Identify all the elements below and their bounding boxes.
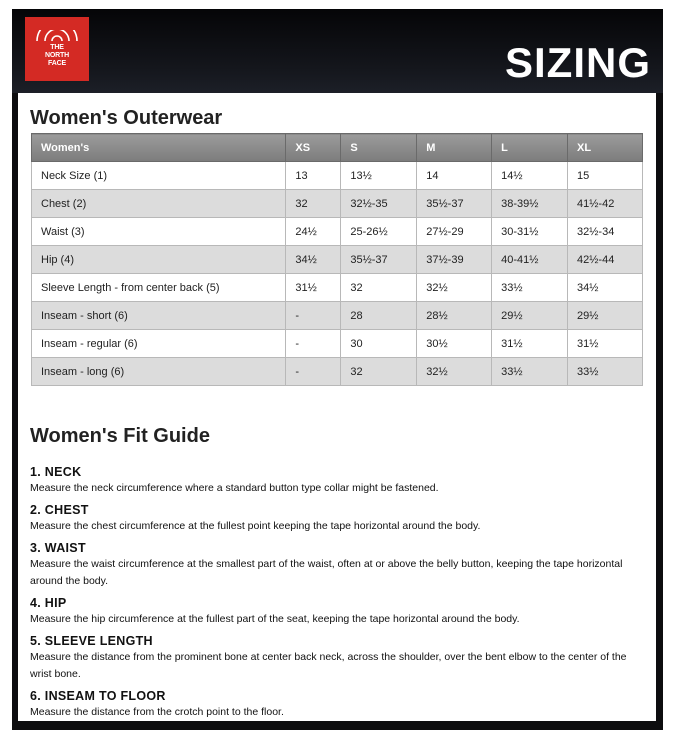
size-value: 31½ [286,274,341,302]
table-row [32,246,643,274]
size-value: 32½-35 [341,190,417,218]
fit-guide-title: Women's Fit Guide [30,425,210,447]
size-value: 25-26½ [341,218,417,246]
size-table [31,133,643,386]
size-value: 31½ [492,330,568,358]
size-value: 24½ [286,218,341,246]
size-value: 42½-44 [568,246,643,274]
table-row [32,274,643,302]
size-value: 32 [286,190,341,218]
measurement-label: Neck Size (1) [32,162,286,190]
column-header: S [341,134,417,162]
table-row [32,358,643,386]
column-header: XL [568,134,643,162]
size-value: 14½ [492,162,568,190]
size-value: 30-31½ [492,218,568,246]
measurement-label: Sleeve Length - from center back (5) [32,274,286,302]
size-value: 32 [341,274,417,302]
page-frame [12,9,663,730]
size-value: - [286,302,341,330]
size-value: 14 [417,162,492,190]
fit-guide-heading: 5. SLEEVE LENGTH [30,634,153,648]
column-header: M [417,134,492,162]
fit-guide-list [30,465,640,727]
column-header: XS [286,134,341,162]
size-value: 29½ [492,302,568,330]
size-value: - [286,330,341,358]
size-value: 37½-39 [417,246,492,274]
fit-guide-item [30,541,640,590]
size-value: 30 [341,330,417,358]
fit-guide-text: Measure the chest circumference at the fullest point keeping the tape horizontal around the body. [30,520,481,532]
table-row [32,330,643,358]
size-value: 40-41½ [492,246,568,274]
fit-guide-item [30,596,640,628]
fit-guide-item [30,503,640,535]
table-row [32,190,643,218]
fit-guide-text: Measure the hip circumference at the fullest part of the seat, keeping the tape horizontal around the body. [30,613,520,625]
brand-logo [25,17,89,81]
fit-guide-heading: 3. WAIST [30,541,86,555]
size-value: 32½-34 [568,218,643,246]
size-table-header [32,134,643,162]
fit-guide-heading: 2. CHEST [30,503,89,517]
size-value: 29½ [568,302,643,330]
measurement-label: Inseam - long (6) [32,358,286,386]
fit-guide-text: Measure the distance from the crotch point to the floor. [30,706,284,718]
column-header: L [492,134,568,162]
size-value: 28 [341,302,417,330]
size-value: 35½-37 [417,190,492,218]
size-value: 32½ [417,274,492,302]
size-value: 34½ [568,274,643,302]
outerwear-title: Women's Outerwear [30,107,223,129]
size-value: 30½ [417,330,492,358]
size-value: 33½ [492,274,568,302]
fit-guide-heading: 4. HIP [30,596,67,610]
size-value: 31½ [568,330,643,358]
size-value: - [286,358,341,386]
size-value: 33½ [492,358,568,386]
measurement-label: Waist (3) [32,218,286,246]
size-value: 33½ [568,358,643,386]
fit-guide-text: Measure the distance from the prominent bone at center back neck, across the shoulder, over the bent elbow to the center of the wrist bone. [30,651,627,680]
size-value: 28½ [417,302,492,330]
logo-text: THE NORTH FACE [45,44,69,67]
fit-guide-item [30,465,640,497]
table-row [32,162,643,190]
fit-guide-heading: 1. NECK [30,465,82,479]
size-value: 35½-37 [341,246,417,274]
fit-guide-text: Measure the waist circumference at the smallest part of the waist, often at or above the belly button, keeping the tape horizontal around the body. [30,558,623,587]
table-row [32,302,643,330]
measurement-label: Chest (2) [32,190,286,218]
size-table-body [32,162,643,386]
fit-guide-item [30,689,640,721]
size-value: 32½ [417,358,492,386]
size-value: 13 [286,162,341,190]
measurement-label: Hip (4) [32,246,286,274]
header-banner [12,9,663,93]
measurement-label: Inseam - short (6) [32,302,286,330]
fit-guide-heading: 6. INSEAM TO FLOOR [30,689,166,703]
size-value: 27½-29 [417,218,492,246]
size-value: 38-39½ [492,190,568,218]
logo-arcs-icon [35,30,79,42]
fit-guide-text: Measure the neck circumference where a standard button type collar might be fastened. [30,482,439,494]
fit-guide-item [30,634,640,683]
size-value: 34½ [286,246,341,274]
measurement-label: Inseam - regular (6) [32,330,286,358]
size-value: 13½ [341,162,417,190]
content-panel [18,93,656,721]
page-title: SIZING [504,39,651,86]
table-row [32,218,643,246]
size-value: 15 [568,162,643,190]
size-value: 41½-42 [568,190,643,218]
size-value: 32 [341,358,417,386]
column-header: Women's [32,134,286,162]
